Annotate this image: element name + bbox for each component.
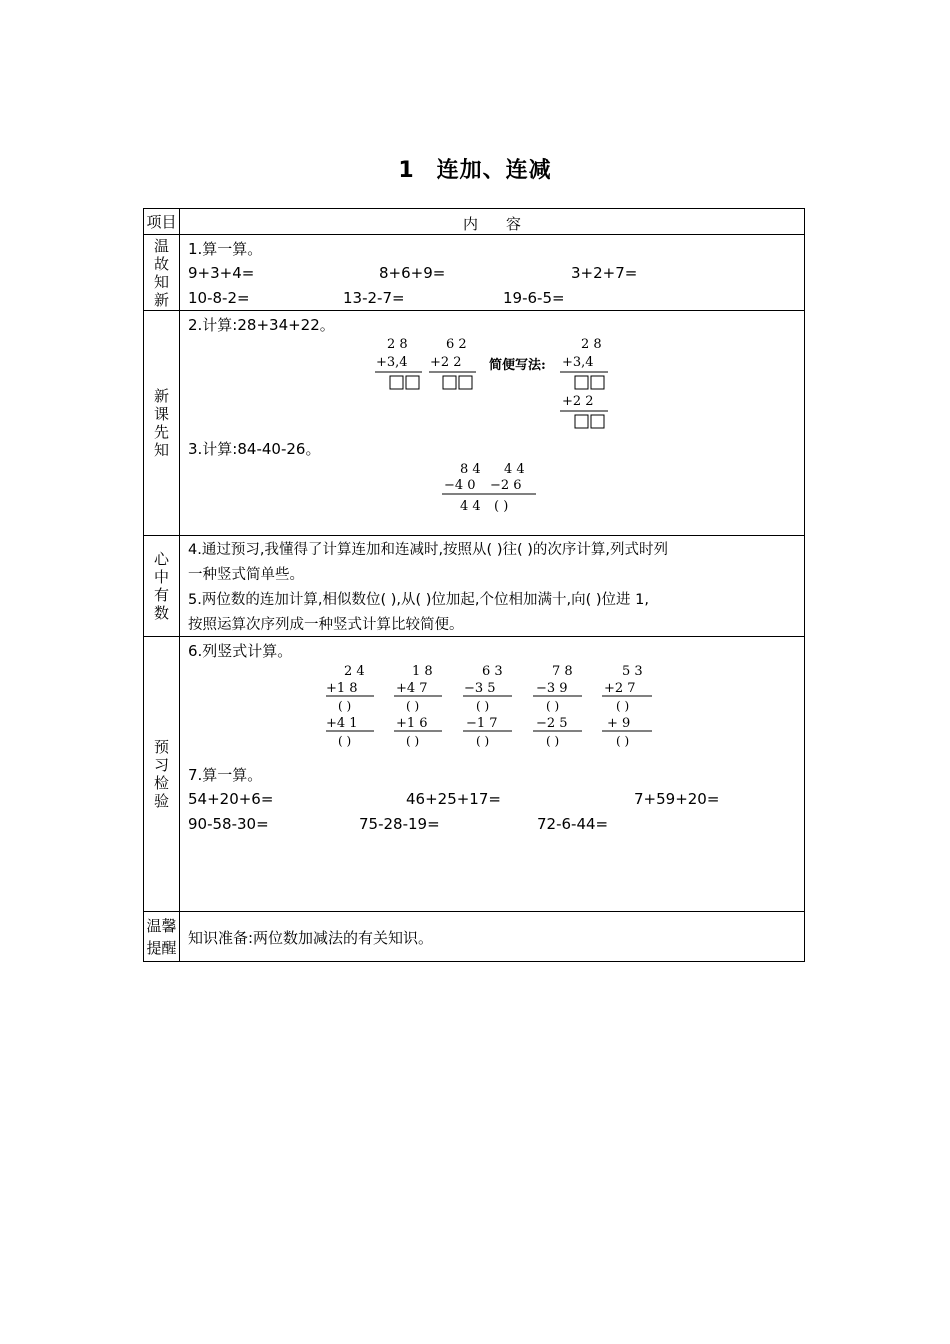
answer-box	[591, 415, 604, 428]
svg-text:+1 8: +1 8	[326, 681, 358, 696]
header-content-label: 内容	[462, 215, 549, 233]
question-5-line: 按照运算次序列成一种竖式计算比较简便。	[188, 617, 464, 633]
answer-slot: ( )	[494, 499, 509, 514]
review-problem: 10-8-2=	[188, 289, 250, 307]
svg-text:( ): ( )	[616, 734, 630, 748]
answer-box	[406, 376, 419, 389]
title-text: 连加、连减	[436, 158, 552, 183]
worksheet-table	[143, 208, 805, 962]
digits: 8 4	[460, 462, 481, 477]
practice-problem: 7+59+20=	[634, 790, 720, 808]
svg-text:( ): ( )	[338, 699, 352, 713]
svg-text:( ): ( )	[546, 734, 560, 748]
question-2-title: 2.计算:28+34+22。	[188, 316, 335, 334]
svg-text:−1 7: −1 7	[466, 716, 498, 731]
answer-box	[575, 376, 588, 389]
svg-text:+4 1: +4 1	[326, 716, 358, 731]
row-divider	[144, 535, 804, 536]
svg-text:+4 7: +4 7	[396, 681, 428, 696]
svg-text:5 3: 5 3	[622, 664, 643, 679]
svg-text:2 4: 2 4	[344, 664, 365, 679]
question-1-title: 1.算一算。	[188, 240, 263, 258]
svg-text:−3 9: −3 9	[536, 681, 568, 696]
review-problem: 8+6+9=	[379, 264, 446, 282]
reminder-text: 知识准备:两位数加减法的有关知识。	[188, 929, 434, 947]
practice-problem: 72-6-44=	[537, 815, 609, 833]
svg-text:6 3: 6 3	[482, 664, 503, 679]
svg-text:( ): ( )	[338, 734, 352, 748]
digits: 4 4	[504, 462, 525, 477]
svg-text:( ): ( )	[616, 699, 630, 713]
answer-box	[390, 376, 403, 389]
digits: −2 6	[490, 478, 522, 493]
digits: 6 2	[446, 337, 467, 352]
question-4-line: 4.通过预习,我懂得了计算连加和连减时,按照从( )往( )的次序计算,列式时列	[188, 542, 669, 558]
calc-column	[394, 664, 442, 748]
svg-text:( ): ( )	[476, 734, 490, 748]
question-6-title: 6.列竖式计算。	[188, 642, 293, 660]
digits: +3,4	[376, 355, 408, 370]
svg-text:7 8: 7 8	[552, 664, 573, 679]
row-divider	[144, 911, 804, 912]
svg-text:( ): ( )	[406, 699, 420, 713]
subtraction-figure	[440, 459, 550, 521]
question-7-title: 7.算一算。	[188, 766, 263, 784]
row-divider	[144, 310, 804, 311]
calc-column	[326, 664, 374, 748]
digits: +3,4	[562, 355, 594, 370]
practice-problem: 75-28-19=	[359, 815, 440, 833]
section-label-mind: 心 中 有 数	[153, 550, 169, 622]
svg-text:+1 6: +1 6	[396, 716, 428, 731]
question-5-line: 5.两位数的连加计算,相似数位( ),从( )位加起,个位相加满十,向( )位进 1,	[188, 592, 649, 608]
digits: 2 8	[387, 337, 408, 352]
digits: +2 2	[430, 355, 462, 370]
row-divider	[144, 234, 804, 235]
svg-text:( ): ( )	[546, 699, 560, 713]
svg-text:1 8: 1 8	[412, 664, 433, 679]
section-label-preview: 新 课 先 知	[153, 387, 169, 459]
svg-text:+ 9: + 9	[607, 716, 631, 731]
section-label-review: 温 故 知 新	[153, 236, 169, 309]
practice-problem: 46+25+17=	[406, 790, 501, 808]
svg-text:−2 5: −2 5	[536, 716, 568, 731]
answer-box	[575, 415, 588, 428]
svg-text:( ): ( )	[476, 699, 490, 713]
digits: +2 2	[562, 394, 594, 409]
column-divider	[179, 209, 180, 961]
page-title	[0, 153, 950, 184]
calc-column	[463, 664, 512, 748]
calc-column	[533, 664, 582, 748]
vertical-calculation-grid	[324, 661, 664, 755]
review-problem: 9+3+4=	[188, 264, 255, 282]
review-problem: 3+2+7=	[571, 264, 638, 282]
easy-method-label: 简便写法:	[489, 358, 546, 373]
review-problem: 13-2-7=	[343, 289, 405, 307]
row-divider	[144, 636, 804, 637]
svg-text:+2 7: +2 7	[604, 681, 636, 696]
question-3-title: 3.计算:84-40-26。	[188, 440, 321, 458]
svg-text:−3 5: −3 5	[464, 681, 496, 696]
practice-problem: 54+20+6=	[188, 790, 274, 808]
answer-box	[459, 376, 472, 389]
answer-box	[591, 376, 604, 389]
header-item-label: 项目	[146, 213, 177, 231]
digits: 2 8	[581, 337, 602, 352]
answer-box	[443, 376, 456, 389]
calc-column	[602, 664, 652, 748]
title-number: 1	[398, 158, 415, 183]
digits: −4 0	[444, 478, 476, 493]
addition-figure	[370, 333, 620, 437]
section-label-practice: 预 习 检 验	[153, 738, 169, 810]
question-4-line: 一种竖式简单些。	[188, 567, 304, 583]
svg-text:( ): ( )	[406, 734, 420, 748]
section-label-reminder: 温馨 提醒	[146, 917, 177, 957]
practice-problem: 90-58-30=	[188, 815, 269, 833]
digits: 4 4	[460, 499, 481, 514]
review-problem: 19-6-5=	[503, 289, 565, 307]
